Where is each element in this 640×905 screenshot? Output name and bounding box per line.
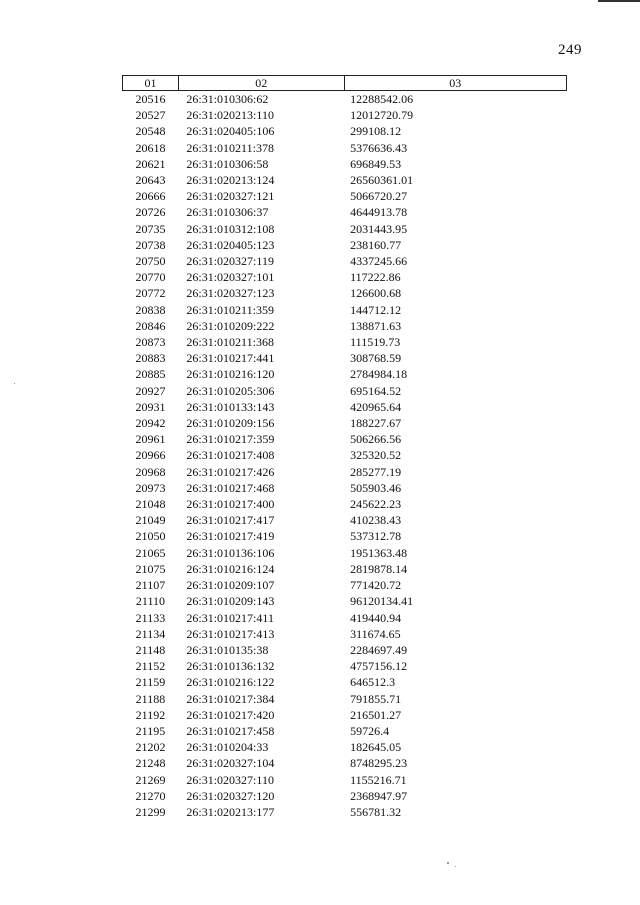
cadastral-number-cell: 26:31:010217:426 — [186, 464, 275, 479]
table-row — [123, 561, 567, 577]
cadastral-number-cell: 26:31:020327:110 — [186, 772, 274, 787]
value-cell: 537312.78 — [350, 529, 402, 544]
value-cell: 4337245.66 — [350, 254, 408, 269]
cadastral-number-cell: 26:31:010136:106 — [186, 545, 275, 560]
table-row — [123, 383, 567, 399]
row-id-cell: 21065 — [135, 545, 166, 560]
cadastral-number-cell: 26:31:020327:101 — [186, 270, 275, 285]
value-cell: 2819878.14 — [350, 561, 408, 576]
value-cell: 2784984.18 — [350, 367, 408, 382]
table-row — [123, 496, 567, 512]
value-cell: 2368947.97 — [350, 788, 408, 803]
row-id-cell: 20931 — [135, 399, 166, 414]
row-id-cell: 21075 — [135, 561, 166, 576]
row-id-cell: 21248 — [135, 756, 166, 771]
value-cell: 216501.27 — [350, 707, 402, 722]
column-header-03: 03 — [344, 76, 566, 91]
cadastral-number-cell: 26:31:010216:122 — [186, 675, 275, 690]
cadastral-number-cell: 26:31:010312:108 — [186, 221, 275, 236]
cadastral-number-cell: 26:31:010216:120 — [186, 367, 275, 382]
value-cell: 2284697.49 — [350, 642, 408, 657]
table-row — [123, 755, 567, 771]
data-table — [122, 75, 567, 820]
value-cell: 420965.64 — [350, 399, 402, 414]
table-row — [123, 253, 567, 269]
row-id-cell: 20527 — [135, 108, 166, 123]
cadastral-number-cell: 26:31:010306:58 — [186, 156, 269, 171]
cadastral-number-cell: 26:31:020327:104 — [186, 756, 275, 771]
table-row — [123, 188, 567, 204]
table-row — [123, 464, 567, 480]
table-row — [123, 723, 567, 739]
value-cell: 325320.52 — [350, 448, 402, 463]
row-id-cell: 20548 — [135, 124, 166, 139]
row-id-cell: 21159 — [135, 675, 166, 690]
value-cell: 1951363.48 — [350, 545, 408, 560]
value-cell: 771420.72 — [350, 578, 402, 593]
value-cell: 5066720.27 — [350, 189, 408, 204]
cadastral-number-cell: 26:31:010211:378 — [186, 140, 274, 155]
value-cell: 111519.73 — [350, 335, 401, 350]
row-id-cell: 21049 — [135, 513, 166, 528]
row-id-cell: 20516 — [135, 92, 166, 106]
value-cell: 791855.71 — [350, 691, 402, 706]
table-row — [123, 172, 567, 188]
cadastral-number-cell: 26:31:010209:107 — [186, 578, 275, 593]
row-id-cell: 21195 — [135, 723, 166, 738]
cadastral-number-cell: 26:31:010217:417 — [186, 513, 275, 528]
table-row — [123, 593, 567, 609]
table-row — [123, 512, 567, 528]
value-cell: 299108.12 — [350, 124, 402, 139]
value-cell: 5376636.43 — [350, 140, 408, 155]
table-row — [123, 545, 567, 561]
row-id-cell: 21107 — [135, 578, 166, 593]
value-cell: 419440.94 — [350, 610, 402, 625]
cadastral-number-cell: 26:31:010217:420 — [186, 707, 275, 722]
cadastral-number-cell: 26:31:020213:177 — [186, 804, 275, 819]
column-header-01: 01 — [123, 76, 179, 91]
value-cell: 138871.63 — [350, 318, 402, 333]
table-body — [123, 91, 567, 821]
cadastral-number-cell: 26:31:020327:121 — [186, 189, 275, 204]
row-id-cell: 20968 — [135, 464, 166, 479]
table-row — [123, 237, 567, 253]
row-id-cell: 20735 — [135, 221, 166, 236]
value-cell: 238160.77 — [350, 237, 402, 252]
table-row — [123, 107, 567, 123]
row-id-cell: 21188 — [135, 691, 166, 706]
table-row — [123, 285, 567, 301]
value-cell: 410238.43 — [350, 513, 402, 528]
row-id-cell: 20621 — [135, 156, 166, 171]
table-row — [123, 91, 567, 108]
cadastral-number-cell: 26:31:010217:400 — [186, 497, 275, 512]
value-cell: 144712.12 — [350, 302, 402, 317]
value-cell: 2031443.95 — [350, 221, 408, 236]
cadastral-number-cell: 26:31:010209:143 — [186, 594, 275, 609]
row-id-cell: 21133 — [135, 610, 166, 625]
value-cell: 308768.59 — [350, 351, 402, 366]
table-row — [123, 626, 567, 642]
header-row — [123, 76, 567, 91]
table-row — [123, 577, 567, 593]
row-id-cell: 20750 — [135, 254, 166, 269]
value-cell: 556781.32 — [350, 804, 402, 819]
value-cell: 12288542.06 — [350, 92, 414, 106]
table-header — [123, 76, 567, 91]
row-id-cell: 21269 — [135, 772, 166, 787]
row-id-cell: 21048 — [135, 497, 166, 512]
table-row — [123, 642, 567, 658]
cadastral-number-cell: 26:31:010204:33 — [186, 740, 269, 755]
value-cell: 96120134.41 — [350, 594, 414, 609]
value-cell: 505903.46 — [350, 480, 402, 495]
scan-speck — [455, 866, 456, 867]
value-cell: 285277.19 — [350, 464, 402, 479]
cadastral-number-cell: 26:31:020405:106 — [186, 124, 275, 139]
cadastral-number-cell: 26:31:020327:123 — [186, 286, 275, 301]
cadastral-number-cell: 26:31:010217:458 — [186, 723, 275, 738]
table-row — [123, 302, 567, 318]
value-cell: 696849.53 — [350, 156, 402, 171]
row-id-cell: 20643 — [135, 173, 166, 188]
row-id-cell: 20873 — [135, 335, 166, 350]
row-id-cell: 20961 — [135, 432, 166, 447]
cadastral-number-cell: 26:31:020327:120 — [186, 788, 275, 803]
row-id-cell: 20885 — [135, 367, 166, 382]
value-cell: 4644913.78 — [350, 205, 408, 220]
value-cell: 646512.3 — [350, 675, 396, 690]
row-id-cell: 20846 — [135, 318, 166, 333]
row-id-cell: 21110 — [135, 594, 165, 609]
cadastral-number-cell: 26:31:010217:359 — [186, 432, 275, 447]
cadastral-number-cell: 26:31:010211:359 — [186, 302, 274, 317]
table-row — [123, 431, 567, 447]
value-cell: 311674.65 — [350, 626, 401, 641]
table-row — [123, 707, 567, 723]
cadastral-number-cell: 26:31:020405:123 — [186, 237, 275, 252]
table-row — [123, 674, 567, 690]
table-row — [123, 221, 567, 237]
value-cell: 26560361.01 — [350, 173, 414, 188]
scan-edge-mark — [598, 0, 640, 2]
table-row — [123, 140, 567, 156]
value-cell: 245622.23 — [350, 497, 402, 512]
cadastral-number-cell: 26:31:020213:124 — [186, 173, 275, 188]
row-id-cell: 21299 — [135, 804, 166, 819]
row-id-cell: 20726 — [135, 205, 166, 220]
value-cell: 695164.52 — [350, 383, 402, 398]
row-id-cell: 20618 — [135, 140, 166, 155]
table-row — [123, 804, 567, 820]
value-cell: 188227.67 — [350, 416, 402, 431]
cadastral-number-cell: 26:31:010211:368 — [186, 335, 274, 350]
table-row — [123, 691, 567, 707]
cadastral-number-cell: 26:31:010306:62 — [186, 92, 269, 106]
value-cell: 126600.68 — [350, 286, 402, 301]
table-row — [123, 399, 567, 415]
row-id-cell: 20772 — [135, 286, 166, 301]
cadastral-number-cell: 26:31:010217:419 — [186, 529, 275, 544]
table-row — [123, 269, 567, 285]
table-row — [123, 318, 567, 334]
cadastral-number-cell: 26:31:020327:119 — [186, 254, 274, 269]
cadastral-number-cell: 26:31:010217:411 — [186, 610, 274, 625]
cadastral-number-cell: 26:31:010209:222 — [186, 318, 275, 333]
row-id-cell: 21152 — [135, 659, 166, 674]
table-row — [123, 528, 567, 544]
row-id-cell: 20927 — [135, 383, 166, 398]
row-id-cell: 20838 — [135, 302, 166, 317]
value-cell: 182645.05 — [350, 740, 402, 755]
cadastral-number-cell: 26:31:010217:413 — [186, 626, 275, 641]
table-row — [123, 610, 567, 626]
cadastral-number-cell: 26:31:010136:132 — [186, 659, 275, 674]
scan-speck — [447, 862, 449, 864]
cadastral-number-cell: 26:31:010306:37 — [186, 205, 269, 220]
table-row — [123, 156, 567, 172]
row-id-cell: 21270 — [135, 788, 166, 803]
row-id-cell: 20942 — [135, 416, 166, 431]
value-cell: 4757156.12 — [350, 659, 408, 674]
row-id-cell: 20738 — [135, 237, 166, 252]
value-cell: 506266.56 — [350, 432, 402, 447]
page-number: 249 — [558, 42, 582, 58]
row-id-cell: 20883 — [135, 351, 166, 366]
row-id-cell: 21148 — [135, 642, 166, 657]
row-id-cell: 20966 — [135, 448, 166, 463]
value-cell: 12012720.79 — [350, 108, 414, 123]
table-row — [123, 658, 567, 674]
row-id-cell: 21202 — [135, 740, 166, 755]
value-cell: 1155216.71 — [350, 772, 407, 787]
cadastral-number-cell: 26:31:010135:38 — [186, 642, 269, 657]
table-row — [123, 334, 567, 350]
scan-speck — [14, 383, 15, 384]
row-id-cell: 20973 — [135, 480, 166, 495]
table-row — [123, 350, 567, 366]
value-cell: 59726.4 — [350, 723, 390, 738]
cadastral-number-cell: 26:31:010205:306 — [186, 383, 275, 398]
row-id-cell: 21050 — [135, 529, 166, 544]
row-id-cell: 20770 — [135, 270, 166, 285]
table-row — [123, 415, 567, 431]
value-cell: 117222.86 — [350, 270, 401, 285]
cadastral-number-cell: 26:31:010217:384 — [186, 691, 275, 706]
value-cell: 8748295.23 — [350, 756, 408, 771]
row-id-cell: 20666 — [135, 189, 166, 204]
table-row — [123, 739, 567, 755]
row-id-cell: 21134 — [135, 626, 166, 641]
table-row — [123, 366, 567, 382]
cadastral-number-cell: 26:31:010216:124 — [186, 561, 275, 576]
row-id-cell: 21192 — [135, 707, 166, 722]
table-row — [123, 788, 567, 804]
table-row — [123, 480, 567, 496]
cadastral-number-cell: 26:31:010209:156 — [186, 416, 275, 431]
table-row — [123, 123, 567, 139]
cadastral-number-cell: 26:31:010217:408 — [186, 448, 275, 463]
table-row — [123, 772, 567, 788]
cadastral-number-cell: 26:31:020213:110 — [186, 108, 274, 123]
table-row — [123, 204, 567, 220]
cadastral-number-cell: 26:31:010217:441 — [186, 351, 275, 366]
column-header-02: 02 — [178, 76, 344, 91]
cadastral-number-cell: 26:31:010217:468 — [186, 480, 275, 495]
cadastral-number-cell: 26:31:010133:143 — [186, 399, 275, 414]
table-row — [123, 447, 567, 463]
